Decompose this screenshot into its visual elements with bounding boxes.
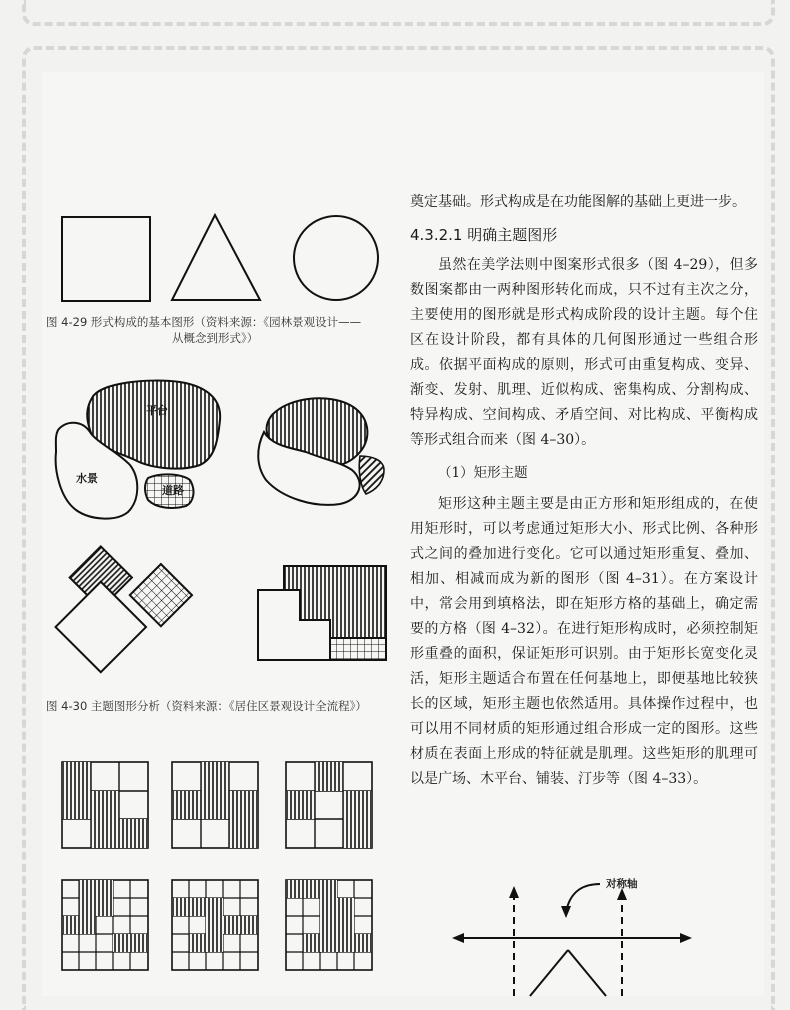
- caption-line-1: 图 4-29 形式构成的基本图形（资料来源：《园林景观设计——: [46, 315, 362, 329]
- paragraph-rectangle: 矩形这种主题主要是由正方形和矩形组成的，在使用矩形时，可以考虑通过矩形大小、形式比例、各种形式之间的叠加进行变化。它可以通过矩形重复、叠加、相加、相减而成为新的图形（图 4–31）。在方案设计中，常会用到填格法，即在矩形方格的基础上，确定需要的方格（图 4–32）。在进行矩形构成时，必须控制矩形重叠的面积，保证矩形可识别。由于矩形长宽变化灵活，矩形主题适合布置在任何基地上，即便基地比较狭长的区域，矩形主题也依然适用。具体操作过程中，也可以用不同材质的矩形通过组合形成一定的图形。这些材质在表面上形成的特征就是肌理。这些矩形的肌理可以是广场、木平台、铺装、汀步等（图 4–33）。: [410, 496, 758, 787]
- caption-line-2: 从概念到形式》）: [172, 331, 259, 345]
- subheading-rectangle: （1）矩形主题: [438, 465, 528, 481]
- label-water: 水景: [76, 472, 98, 485]
- label-platform: 平台: [146, 404, 168, 417]
- figure-4-30-caption: 图 4-30 主题图形分析（资料来源：《居住区景观设计全流程》）: [46, 699, 367, 713]
- paragraph-continued: 奠定基础。形式构成是在功能图解的基础上更进一步。: [410, 194, 746, 210]
- label-road: 道路: [162, 484, 184, 497]
- section-heading: 4.3.2.1 明确主题图形: [410, 226, 558, 244]
- paragraph-theme: 虽然在美学法则中图案形式很多（图 4–29），但多数图案都由一两种图形转化而成，只不过有主次之分，主要使用的图形就是形式构成阶段的设计主题。每个住区在设计阶段，都有具体的几何图形通过一些组合形成。依据平面构成的原则，形式可由重复构成、变异、渐变、发射、肌理、近似构成、密集构成、分割构成、特异构成、空间构成、矛盾空间、对比构成、平衡构成等形式组合而来（图 4–30）。: [410, 257, 758, 448]
- symmetry-axis-label: 对称轴: [606, 878, 638, 890]
